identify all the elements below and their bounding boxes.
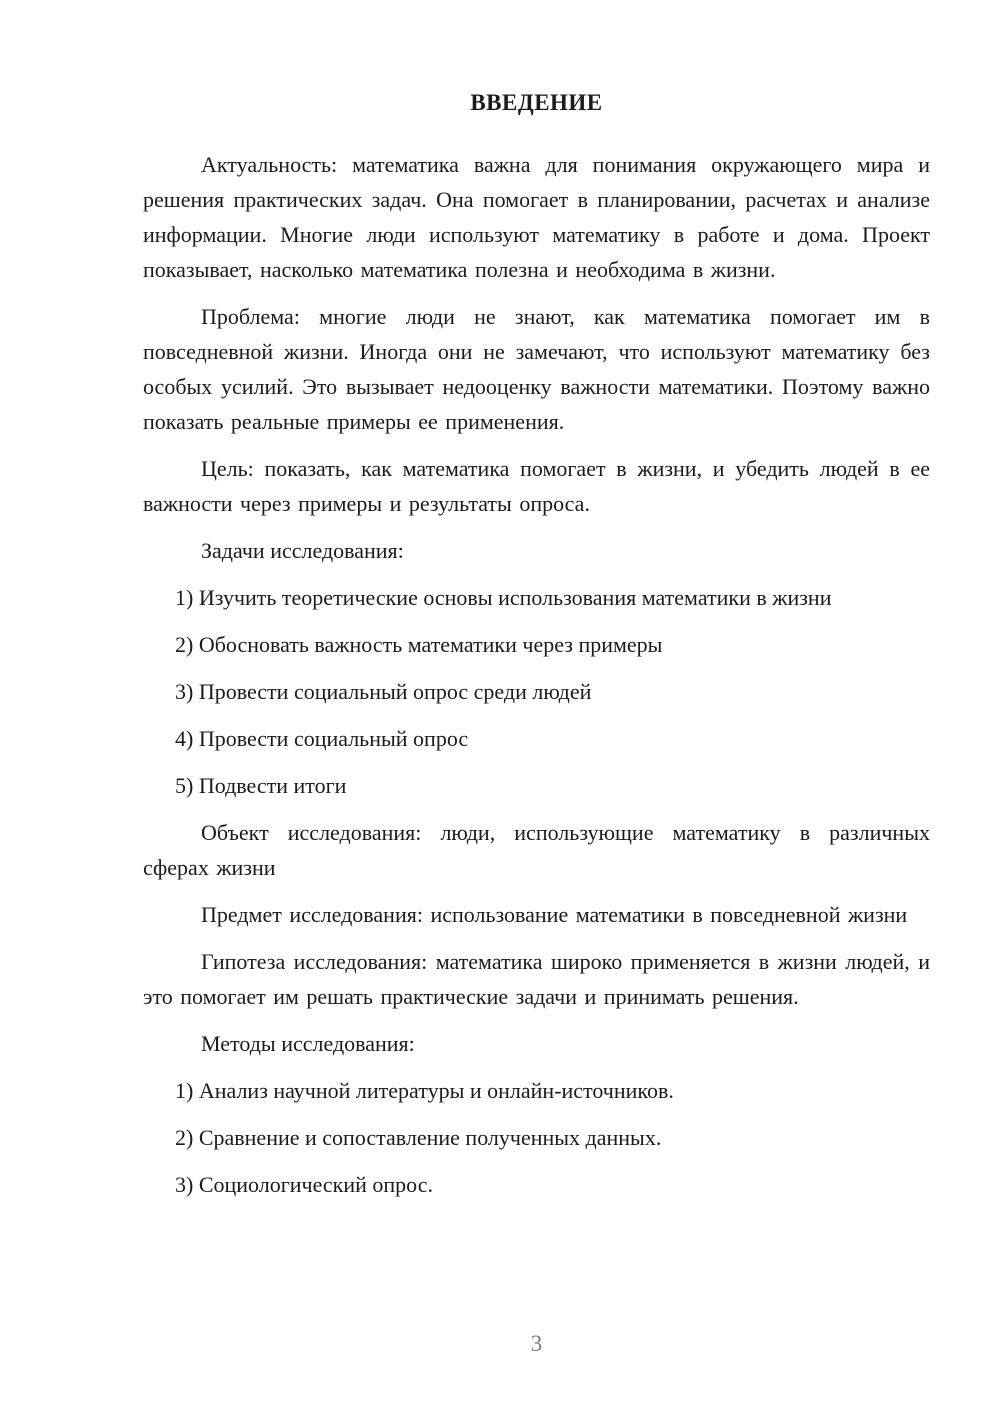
paragraph-hypothesis: Гипотеза исследования: математика широко применяется в жизни людей, и это помогает им решать практические задачи и принимать решения.	[143, 949, 930, 1009]
page-title: ВВЕДЕНИЕ	[470, 90, 603, 115]
page-number: 3	[530, 1331, 543, 1356]
paragraph-goal: Цель: показать, как математика помогает в жизни, и убедить людей в ее важности через примеры и результаты опроса.	[143, 456, 930, 516]
task-item-1: 1) Изучить теоретические основы использования математики в жизни	[175, 585, 832, 610]
paragraph-object: Объект исследования: люди, использующие математику в различных сферах жизни	[143, 820, 930, 880]
task-item-4: 4) Провести социальный опрос	[175, 726, 469, 751]
tasks-heading: Задачи исследования:	[201, 538, 404, 563]
task-item-5: 5) Подвести итоги	[175, 773, 347, 798]
task-item-2: 2) Обосновать важность математики через примеры	[175, 632, 663, 657]
method-item-2: 2) Сравнение и сопоставление полученных данных.	[175, 1125, 662, 1150]
paragraph-problem: Проблема: многие люди не знают, как математика помогает им в повседневной жизни. Иногда они не замечают, что используют математику без особых усилий. Это вызывает недооценку важности математики. Поэтому важно показать реальные примеры ее применения.	[143, 304, 930, 434]
method-item-1: 1) Анализ научной литературы и онлайн-источников.	[175, 1078, 674, 1103]
paragraph-subject: Предмет исследования: использование математики в повседневной жизни	[201, 902, 908, 927]
document-content	[143, 85, 930, 1214]
paragraph-actuality: Актуальность: математика важна для понимания окружающего мира и решения практических задач. Она помогает в планировании, расчетах и анализе информации. Многие люди используют математику в работе и дома. Проект показывает, насколько математика полезна и необходима в жизни.	[143, 152, 930, 282]
methods-heading: Методы исследования:	[201, 1031, 415, 1056]
task-item-3: 3) Провести социальный опрос среди людей	[175, 679, 592, 704]
method-item-3: 3) Социологический опрос.	[175, 1172, 433, 1197]
